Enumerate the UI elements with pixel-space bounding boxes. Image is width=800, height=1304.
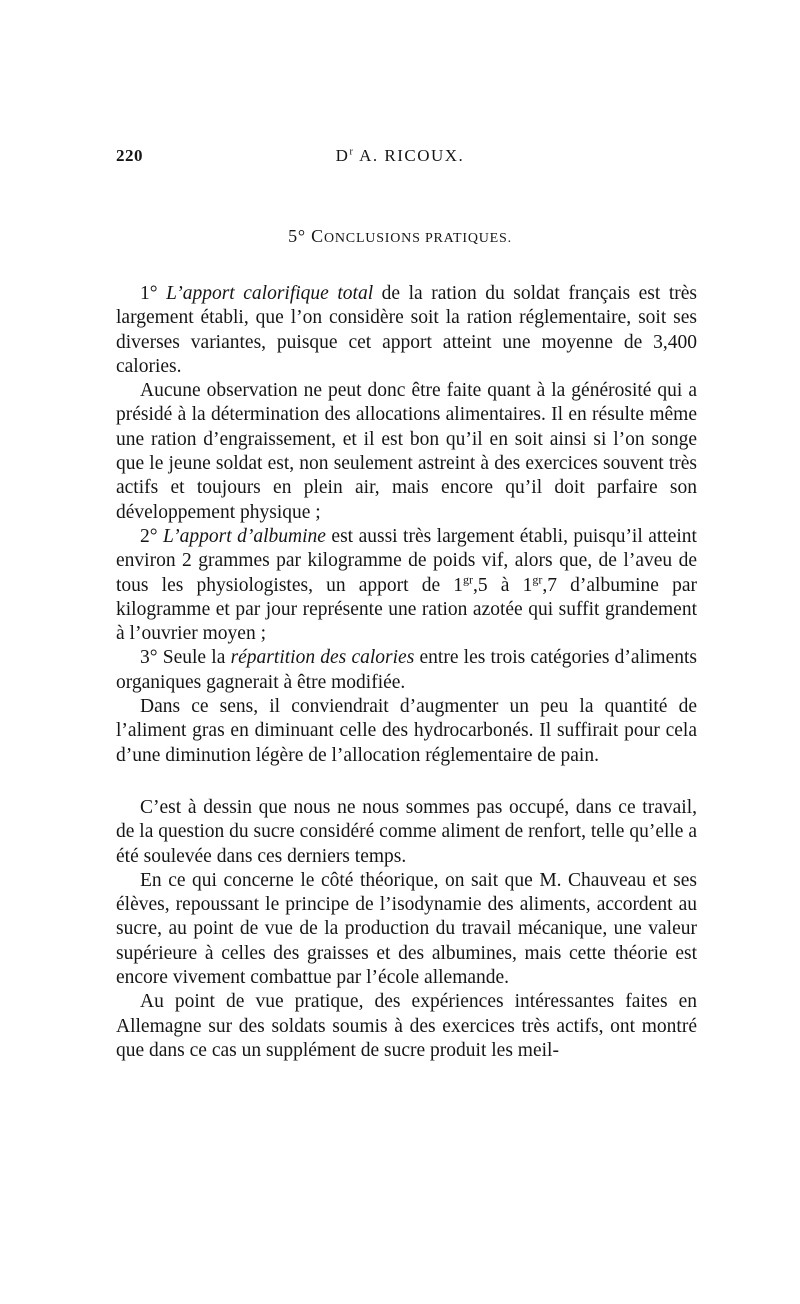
paragraph-number: 1° [140, 283, 167, 304]
paragraph-text: Dans ce sens, il conviendrait d’augmenter un peu la quantité de l’aliment gras en diminuant celle des hydrocarbonés. Il suffirait pour cela d’une diminution légère de l’allocation réglementaire de pain. [116, 696, 697, 766]
unit-sup: gr [463, 572, 474, 587]
paragraph-text: ,7 d’albumine par kilogramme et par jour représente une ration azotée qui suffit grandement à l’ouvrier moyen ; [116, 574, 697, 645]
paragraph-text: En ce qui concerne le côté théorique, on sait que M. Chauveau et ses élèves, repoussant le principe de l’isodynamie des aliments, accordent au sucre, au point de vue de la production du travail mécanique, une valeur supérieure à celles des graisses et des albumines, mais cette théorie est encore vivement combattue par l’école allemande. [116, 869, 697, 989]
paragraph-2 [116, 379, 697, 525]
paragraph-text: de la ration du soldat français est très largement établi, que l’on considère soit la ration réglementaire, soit ses diverses variantes, puisque cet apport atteint une moyenne de 3,400 calories. [116, 283, 697, 377]
paragraph-text: Au point de vue pratique, des expériences intéressantes faites en Allemagne sur des soldats soumis à des exercices très actifs, ont montré que dans ce cas un supplément de sucre produit les meil- [116, 991, 697, 1061]
emphasis: L’apport calorifique total [166, 283, 374, 304]
paragraph-4 [116, 646, 697, 695]
paragraph-text: ,5 à 1 [473, 574, 533, 596]
paragraph-3 [116, 525, 697, 646]
author-prefix-sup: r [349, 146, 355, 158]
running-head [0, 146, 800, 166]
emphasis: L’apport d’albumine [163, 525, 326, 547]
paragraph-text: est aussi très largement établi, puisqu’il atteint environ 2 grammes par kilogramme de poids vif, alors que, de l’aveu de tous les physiologistes, un apport de 1 [116, 525, 697, 596]
section-title-rest: ONCLUSIONS PRATIQUES. [323, 231, 512, 246]
paragraph-1 [116, 282, 697, 379]
author-prefix: D [335, 146, 350, 165]
paragraph-text: entre les trois catégories d’aliments organiques gagnerait à être modifiée. [116, 647, 697, 693]
section-number: 5° [288, 226, 312, 246]
paragraph-number: 2° [140, 525, 164, 547]
section-title [0, 226, 800, 247]
paragraph-6 [116, 796, 697, 869]
body-text [116, 282, 697, 1063]
paragraph-8 [116, 990, 697, 1063]
paragraph-text: Aucune observation ne peut donc être faite quant à la générosité qui a présidé à la détermination des allocations alimentaires. Il en résulte même une ration d’engraissement, et il est bon qu’il en soit ainsi si l’on songe que le jeune soldat est, non seulement astreint à des exercices souvent très actifs et toujours en plein air, mais encore qu’il doit parfaire son développement physique ; [116, 380, 697, 523]
paragraph-text: C’est à dessin que nous ne nous sommes pas occupé, dans ce travail, de la question du sucre considéré comme aliment de renfort, telle qu’elle a été soulevée dans ces derniers temps. [116, 796, 697, 867]
emphasis: répartition des calories [230, 647, 415, 669]
section-first-letter: C [311, 226, 324, 246]
paragraph-5 [116, 695, 697, 768]
author-name: A. RICOUX. [354, 146, 465, 165]
paragraph-number: 3° Seule la [140, 647, 231, 669]
unit-sup: gr [532, 572, 543, 587]
paragraph-7 [116, 869, 697, 990]
page-number: 220 [116, 146, 143, 165]
